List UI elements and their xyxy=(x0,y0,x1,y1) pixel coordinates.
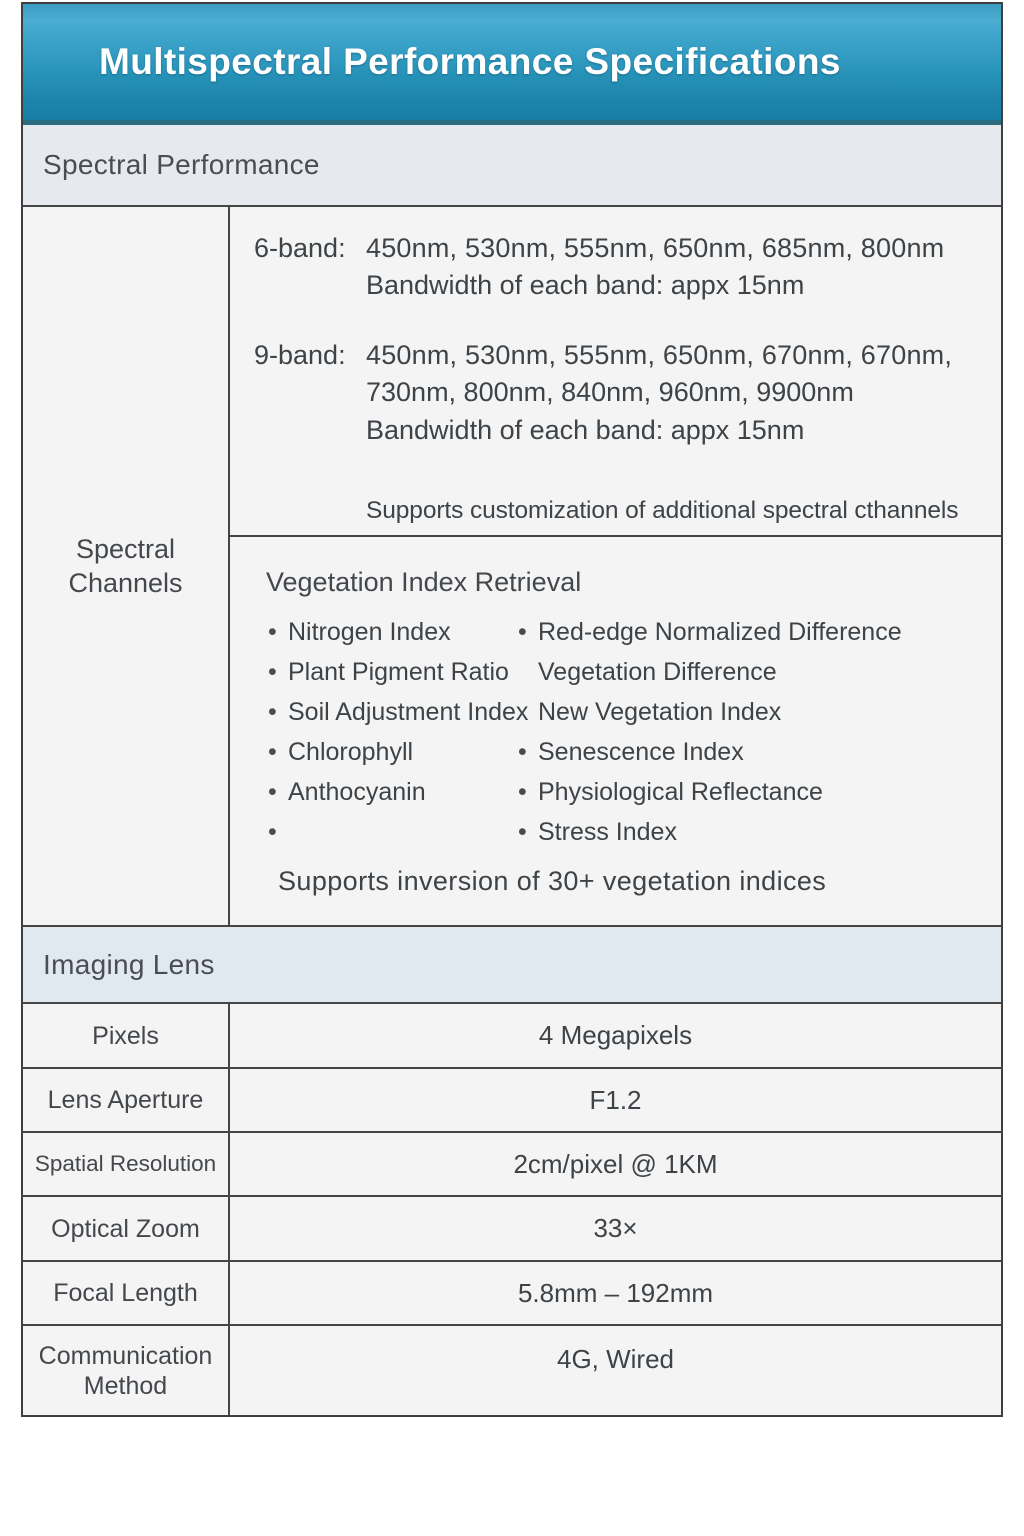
table-row-lens-aperture xyxy=(23,1069,1001,1133)
band-bandwidth-6: Bandwidth of each band: appx 15nm xyxy=(366,270,805,300)
list-item: • Nitrogen Index xyxy=(266,612,516,652)
section-title: Spectral Performance xyxy=(43,149,320,180)
list-item: Vegetation Difference xyxy=(538,658,777,686)
band-wavelengths-6: 450nm, 530nm, 555nm, 650nm, 685nm, 800nm xyxy=(366,233,945,263)
table-row-spatial-resolution xyxy=(23,1133,1001,1197)
row-value: 4G, Wired xyxy=(556,1344,675,1374)
row-value: F1.2 xyxy=(589,1084,642,1115)
row-value: 2cm/pixel @ 1KM xyxy=(513,1148,718,1179)
band-group-9 xyxy=(254,340,993,449)
band-wavelengths-9-line2: 730nm, 800nm, 840nm, 960nm, 9900nm xyxy=(366,377,854,407)
section-title: Imaging Lens xyxy=(43,948,215,980)
row-value: 5.8mm – 192mm xyxy=(517,1277,714,1308)
vegetation-inversion-note: Supports inversion of 30+ vegetation indices xyxy=(278,866,827,896)
table-row-focal-length xyxy=(23,1262,1001,1326)
vegetation-list-left xyxy=(266,612,529,852)
table-row-optical-zoom xyxy=(23,1197,1001,1262)
row-value: 33× xyxy=(593,1213,638,1243)
section-header-imaging-lens xyxy=(23,927,1001,1004)
row-label: Focal Length xyxy=(23,1262,230,1324)
band-bandwidth-9: Bandwidth of each band: appx 15nm xyxy=(366,415,805,445)
band-wavelengths-9-line1: 450nm, 530nm, 555nm, 650nm, 670nm, 670nm, xyxy=(366,340,953,370)
bands-customization-note: Supports customization of additional spectral cthannels xyxy=(366,497,959,524)
imaging-spec-rows xyxy=(23,1004,1001,1415)
row-label: Communication Method xyxy=(23,1326,230,1415)
band-group-6 xyxy=(254,233,993,304)
table-row-pixels xyxy=(23,1004,1001,1069)
vegetation-cell xyxy=(230,537,1001,925)
list-item: • Physiological Reflectance xyxy=(516,772,993,812)
vegetation-columns xyxy=(266,612,993,852)
list-item: • Senescence Index xyxy=(516,732,993,772)
list-item: New Vegetation Index xyxy=(538,698,782,726)
band-name-6: 6-band: xyxy=(254,233,346,263)
list-item: • Red-edge Normalized Difference xyxy=(516,612,993,652)
vegetation-title: Vegetation Index Retrieval xyxy=(266,567,582,597)
spectral-channels-row xyxy=(23,207,1001,927)
list-item: • Anthocyanin xyxy=(266,772,516,812)
spec-table xyxy=(21,2,1003,1417)
row-value: 4 Megapixels xyxy=(538,1020,693,1050)
banner xyxy=(23,4,1001,125)
table-row-communication-method xyxy=(23,1326,1001,1415)
bands-cell xyxy=(230,207,1001,537)
row-label-spectral-channels: Spectral Channels xyxy=(23,207,230,925)
list-item: • Plant Pigment Ratio xyxy=(266,652,516,692)
list-item: • Soil Adjustment Index xyxy=(266,692,516,732)
list-item: • Stress Index xyxy=(516,812,993,852)
section-header-spectral-performance xyxy=(23,125,1001,207)
vegetation-list-right xyxy=(516,612,993,852)
row-label: Spatial Resolution xyxy=(23,1133,230,1195)
row-label: Optical Zoom xyxy=(23,1197,230,1260)
row-label: Pixels xyxy=(23,1004,230,1067)
row-label: Lens Aperture xyxy=(23,1069,230,1131)
list-item: • Chlorophyll xyxy=(266,732,516,772)
band-name-9: 9-band: xyxy=(254,340,346,370)
page-title: Multispectral Performance Specifications xyxy=(99,41,841,82)
